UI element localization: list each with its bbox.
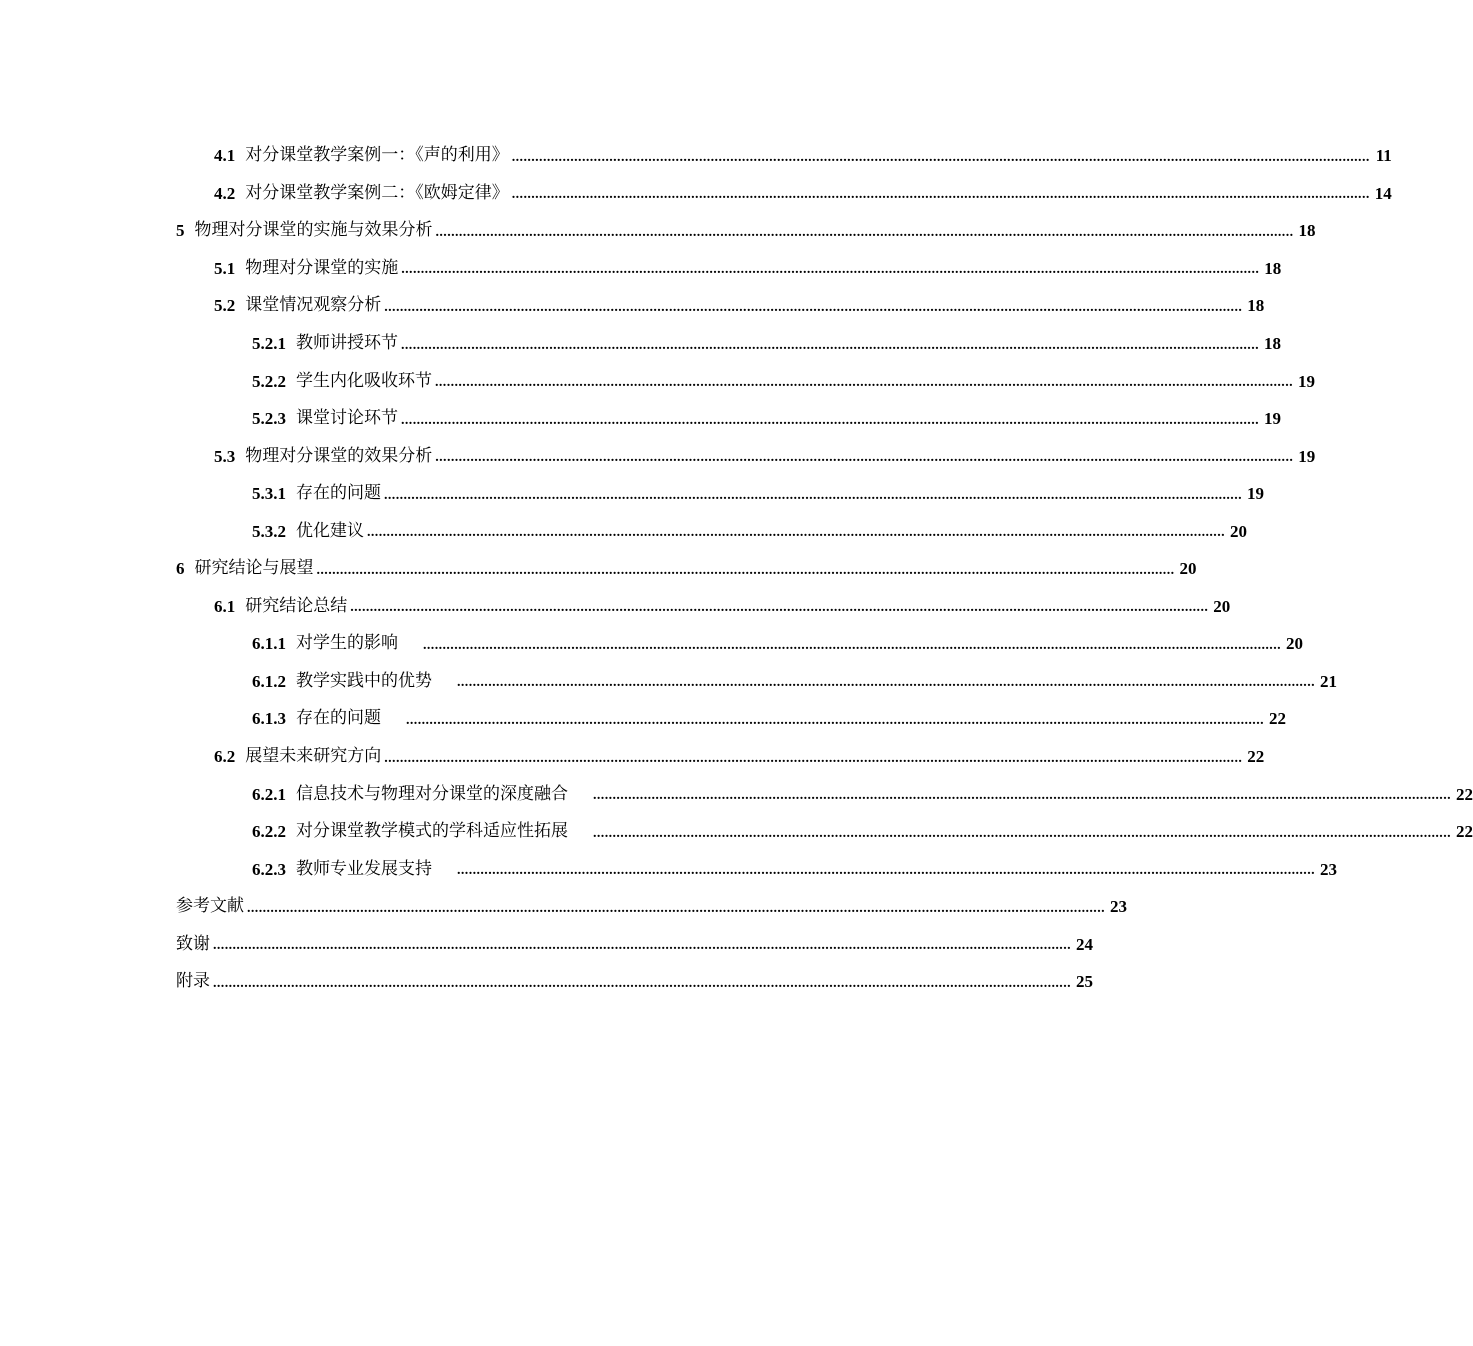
toc-entry[interactable] (0, 963, 1093, 1001)
toc-entry[interactable] (0, 550, 1197, 588)
toc-entry-page-number: 19 (1298, 371, 1315, 391)
toc-entry-page-number: 11 (1375, 146, 1392, 166)
toc-entry-page-number: 19 (1247, 484, 1264, 504)
toc-entry-page-number: 23 (1110, 897, 1127, 917)
toc-entry-title: 研究结论总结 (245, 595, 348, 616)
toc-entry-number: 6.1.3 (252, 709, 286, 729)
toc-entry-title: 参考文献 (176, 896, 244, 917)
toc-entry-number: 6.1 (214, 596, 236, 616)
toc-entry-page-number: 14 (1374, 183, 1392, 203)
toc-dot-leader: ............................................................................................................................................................................................................................ (511, 149, 1370, 165)
toc-entry-page-number: 20 (1213, 596, 1231, 616)
toc-entry-page-number: 24 (1076, 934, 1093, 954)
toc-entry-title: 研究结论与展望 (194, 558, 314, 579)
toc-dot-leader: ............................................................................................................................................................................................................................ (435, 224, 1294, 240)
toc-entry-title: 学生内化吸收环节 (296, 370, 432, 391)
toc-entry-number: 5 (176, 221, 185, 241)
toc-entry-number: 5.2.1 (252, 334, 286, 353)
toc-entry[interactable] (0, 813, 1473, 851)
toc-entry-title: 优化建议 (296, 520, 364, 541)
toc-dot-leader: ............................................................................................................................................................................................................................ (247, 900, 1105, 916)
toc-dot-leader: ............................................................................................................................................................................................................................ (350, 600, 1209, 616)
toc-entry[interactable] (0, 325, 1281, 363)
toc-entry[interactable] (0, 888, 1127, 926)
toc-entry-page-number: 20 (1286, 634, 1303, 654)
toc-entry-page-number: 22 (1269, 709, 1286, 729)
toc-entry-number: 5.2.2 (252, 371, 286, 391)
toc-dot-leader: ............................................................................................................................................................................................................................ (384, 487, 1242, 503)
toc-dot-leader: ............................................................................................................................................................................................................................ (213, 938, 1071, 954)
toc-dot-leader: ............................................................................................................................................................................................................................ (406, 712, 1264, 728)
toc-entry-title: 课堂讨论环节 (296, 408, 398, 429)
toc-entry-page-number: 20 (1179, 559, 1197, 579)
toc-dot-leader: ............................................................................................................................................................................................................................ (316, 562, 1175, 578)
toc-entry-number: 6.2.1 (252, 784, 286, 804)
toc-entry-title: 致谢 (176, 933, 210, 954)
toc-entry-number: 5.1 (214, 258, 236, 278)
toc-entry[interactable] (0, 850, 1337, 888)
toc-entry-title: 存在的问题 (296, 708, 381, 729)
toc-dot-leader: ............................................................................................................................................................................................................................ (384, 750, 1243, 766)
toc-entry-title: 对学生的影响 (296, 633, 398, 654)
toc-dot-leader: ............................................................................................................................................................................................................................ (435, 450, 1294, 466)
toc-dot-leader: ............................................................................................................................................................................................................................ (593, 825, 1451, 841)
toc-entry-title: 物理对分课堂的效果分析 (245, 445, 433, 466)
toc-entry[interactable] (0, 400, 1281, 438)
toc-entry[interactable] (0, 250, 1282, 288)
toc-dot-leader: ............................................................................................................................................................................................................................ (457, 863, 1315, 879)
toc-entry[interactable] (0, 362, 1315, 400)
toc-entry[interactable] (0, 512, 1247, 550)
toc-entry[interactable] (0, 925, 1093, 963)
toc-entry-page-number: 22 (1456, 784, 1473, 804)
toc-entry-number: 6.2 (214, 747, 236, 767)
toc-entry[interactable] (0, 287, 1265, 325)
toc-entry-number: 6.1.2 (252, 671, 286, 691)
toc-entry-number: 6.1.1 (252, 634, 286, 654)
table-of-contents (0, 137, 1473, 1001)
toc-entry-title: 物理对分课堂的实施与效果分析 (194, 220, 433, 241)
toc-entry-page-number: 25 (1076, 972, 1093, 992)
toc-entry[interactable] (0, 663, 1337, 701)
toc-dot-leader: ............................................................................................................................................................................................................................ (423, 637, 1281, 653)
toc-entry-page-number: 21 (1320, 671, 1337, 691)
toc-dot-leader: ............................................................................................................................................................................................................................ (401, 337, 1259, 353)
toc-entry-page-number: 20 (1230, 521, 1247, 541)
toc-entry-page-number: 18 (1264, 334, 1281, 353)
toc-entry-title: 教师讲授环节 (296, 333, 398, 353)
toc-entry[interactable] (0, 175, 1392, 213)
toc-dot-leader: ............................................................................................................................................................................................................................ (435, 375, 1293, 391)
toc-entry-title: 教师专业发展支持 (296, 858, 432, 879)
toc-entry-number: 6.2.2 (252, 822, 286, 842)
toc-entry-title: 对分课堂教学模式的学科适应性拓展 (296, 821, 568, 842)
toc-dot-leader: ............................................................................................................................................................................................................................ (401, 262, 1260, 278)
toc-entry-title: 对分课堂教学案例二：《欧姆定律》 (245, 182, 509, 203)
toc-dot-leader: ............................................................................................................................................................................................................................ (367, 525, 1225, 541)
toc-entry-title: 存在的问题 (296, 483, 381, 504)
toc-entry-page-number: 19 (1298, 446, 1316, 466)
toc-dot-leader: ............................................................................................................................................................................................................................ (593, 788, 1451, 804)
toc-entry-number: 4.1 (214, 146, 236, 166)
toc-entry-number: 6.2.3 (252, 859, 286, 879)
toc-entry-number: 5.3 (214, 446, 236, 466)
toc-entry[interactable] (0, 475, 1264, 513)
toc-entry[interactable] (0, 588, 1231, 626)
toc-entry[interactable] (0, 700, 1286, 738)
toc-entry-title: 信息技术与物理对分课堂的深度融合 (296, 783, 568, 804)
toc-entry-page-number: 18 (1264, 258, 1282, 278)
toc-dot-leader: ............................................................................................................................................................................................................................ (213, 975, 1071, 991)
toc-entry[interactable] (0, 212, 1316, 250)
toc-entry-title: 课堂情况观察分析 (245, 295, 382, 316)
toc-entry[interactable] (0, 437, 1316, 475)
toc-entry-page-number: 19 (1264, 409, 1281, 429)
toc-entry-number: 5.3.2 (252, 521, 286, 541)
toc-entry-title: 对分课堂教学案例一：《声的利用》 (245, 145, 509, 166)
toc-dot-leader: ............................................................................................................................................................................................................................ (457, 675, 1315, 691)
toc-dot-leader: ............................................................................................................................................................................................................................ (401, 412, 1259, 428)
toc-entry-number: 6 (176, 559, 185, 579)
toc-entry[interactable] (0, 738, 1265, 776)
toc-entry-title: 展望未来研究方向 (245, 746, 382, 767)
toc-entry[interactable] (0, 137, 1392, 175)
toc-entry-page-number: 23 (1320, 859, 1337, 879)
toc-entry-title: 教学实践中的优势 (296, 670, 432, 691)
toc-entry[interactable] (0, 775, 1473, 813)
toc-entry-number: 5.2 (214, 296, 236, 316)
toc-entry-number: 5.2.3 (252, 409, 286, 429)
toc-dot-leader: ............................................................................................................................................................................................................................ (384, 299, 1243, 315)
toc-entry-page-number: 22 (1456, 822, 1473, 842)
toc-entry-title: 附录 (176, 971, 210, 992)
toc-entry-number: 5.3.1 (252, 484, 286, 504)
toc-entry-number: 4.2 (214, 183, 236, 203)
toc-entry-page-number: 22 (1247, 747, 1265, 767)
toc-entry-page-number: 18 (1298, 221, 1316, 241)
toc-dot-leader: ............................................................................................................................................................................................................................ (511, 187, 1370, 203)
toc-entry-title: 物理对分课堂的实施 (245, 257, 399, 278)
toc-entry[interactable] (0, 625, 1303, 663)
toc-entry-page-number: 18 (1247, 296, 1265, 316)
